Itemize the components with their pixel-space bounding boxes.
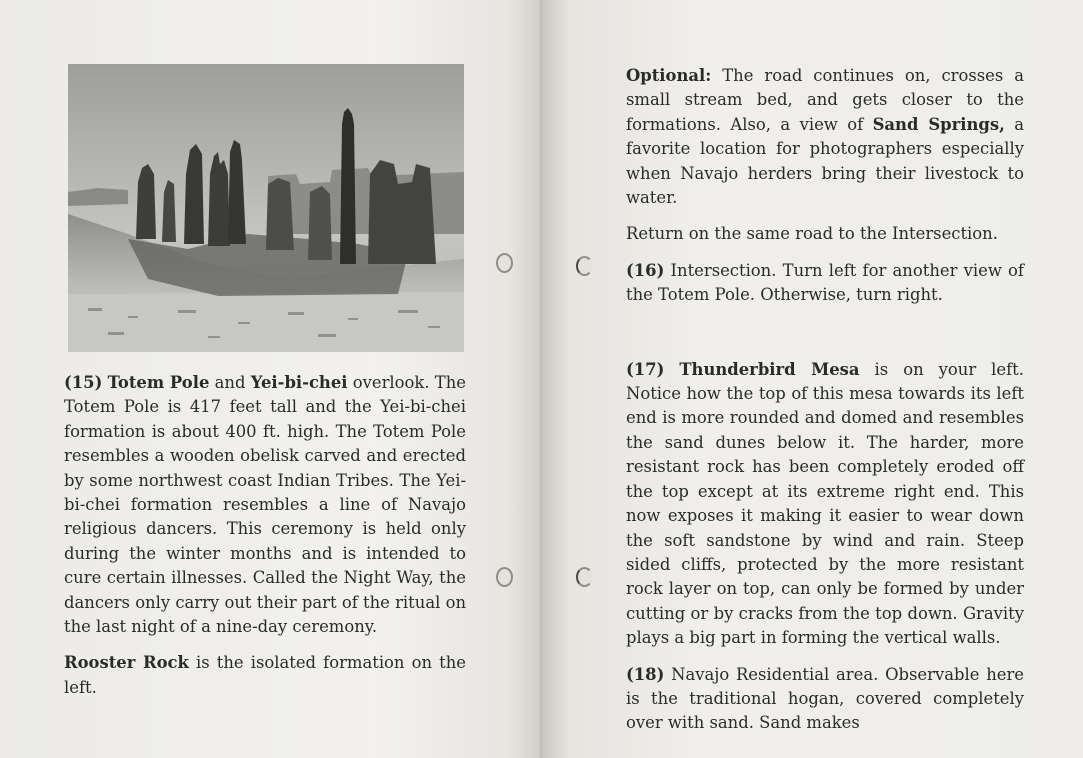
place-name: Thunderbird Mesa	[679, 359, 860, 379]
conjunction: and	[209, 373, 251, 392]
binder-hole	[496, 253, 513, 273]
totem-pole-photo	[68, 64, 464, 352]
item-number: (18)	[626, 664, 665, 684]
paragraph-totem-pole	[64, 371, 466, 639]
left-text-column	[64, 371, 466, 712]
item-number: (17)	[626, 359, 665, 379]
binder-hole	[496, 567, 513, 587]
place-name: Totem Pole	[107, 373, 210, 392]
paragraph-return: Return on the same road to the Intersection.	[626, 224, 998, 244]
place-name: Rooster Rock	[64, 653, 189, 673]
paragraph-thunderbird-mesa	[626, 358, 1024, 651]
paragraph-text: overlook. The Totem Pole is 417 feet tall and the Yei-bi-chei formation is about 400 ft. high. The Totem Pole resembles a wooden obelisk carved and erected by some northwest coast Indian Tribes. The Yei-bi-chei formation resembles a line of Navajo religious dancers. This ceremony is held only during the winter months and is intended to cure certain illnesses. Called the Night Way, the dancers only carry out their part of the ritual on the last night of a nine-day ceremony.	[64, 373, 466, 637]
place-name: Sand Springs,	[872, 114, 1005, 134]
paragraph-intersection	[626, 259, 1024, 308]
paragraph-rooster-rock	[64, 651, 466, 700]
binder-hole	[576, 567, 593, 587]
binder-hole	[576, 256, 593, 276]
paragraph-text: is on your left. Notice how the top of this mesa towards its left end is more rounded and domed and resembles the sand dunes below it. The harder, more resistant rock has been completely eroded off the top except at its extreme right end. This now exposes it making it easier to wear down the soft sandstone by wind and rain. Steep sided cliffs, protected by the more resistant rock layer on top, can only be formed by under cutting or by cracks from the top down. Gravity plays a big part in forming the vertical walls.	[626, 359, 1024, 648]
item-number: (16)	[626, 260, 665, 280]
place-name: Yei-bi-chei	[250, 373, 348, 392]
paragraph-text: The road continues on, crosses a small stream bed, and gets closer to the formations. Also, a view of	[626, 66, 1024, 134]
totem-pole-photo-illustration	[68, 64, 464, 352]
item-number: (15)	[64, 373, 103, 392]
optional-label: Optional:	[626, 66, 712, 85]
paragraph-optional	[626, 64, 1024, 210]
paragraph-text: is the isolated formation on the left.	[64, 653, 466, 697]
paragraph-residential-area	[626, 663, 1024, 736]
right-text-column	[626, 64, 1024, 748]
paragraph-text: Navajo Residential area. Observable here is the traditional hogan, covered completely over with sand. Sand makes	[626, 664, 1024, 733]
paragraph-text: a favorite location for photographers especially when Navajo herders bring their livestock to water.	[626, 114, 1025, 208]
paragraph-text: Intersection. Turn left for another view of the Totem Pole. Otherwise, turn right.	[626, 260, 1024, 305]
